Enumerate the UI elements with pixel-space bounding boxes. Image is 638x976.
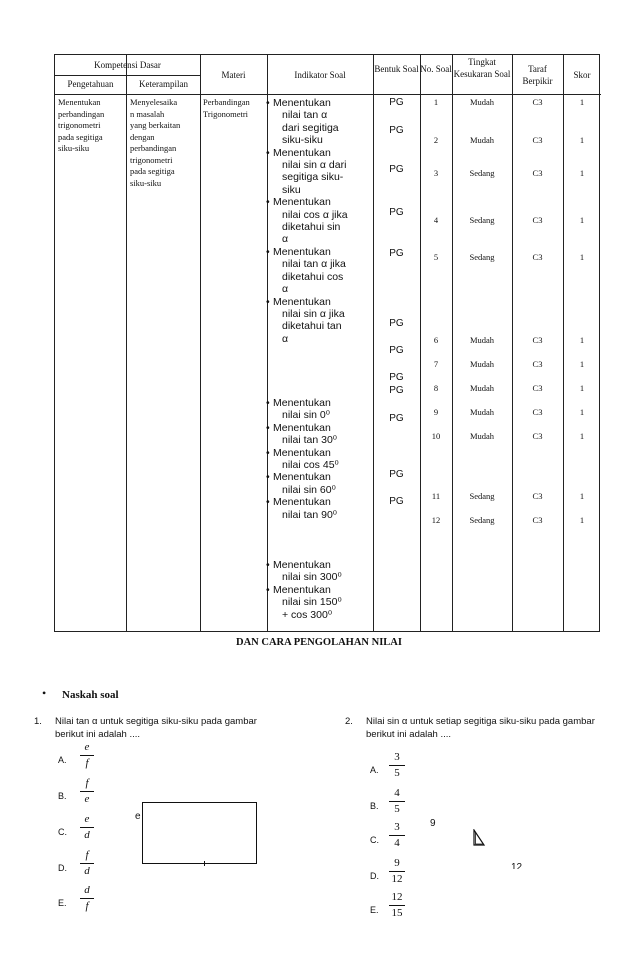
- no-cell: 10: [431, 431, 441, 441]
- fraction-bar: [80, 791, 94, 792]
- header-bentuk: Bentuk Soal: [374, 64, 419, 74]
- option-letter[interactable]: C.: [370, 835, 379, 845]
- pengetahuan-text: Menentukan perbandingan trigonometri pada segitiga siku-siku: [58, 97, 105, 153]
- fraction-denominator: f: [85, 757, 89, 769]
- no-cell: 3: [433, 168, 439, 178]
- indikator-list-b: [266, 397, 369, 521]
- bentuk-cell: PG: [389, 248, 404, 259]
- option-fraction[interactable]: [389, 891, 405, 920]
- indikator-item: • Menentukan nilai sin 60⁰: [266, 471, 336, 496]
- materi-text: Perbandingan Trigonometri: [203, 97, 250, 119]
- fraction-numerator: e: [84, 741, 90, 753]
- indikator-item: • Menentukan nilai sin 0⁰: [266, 397, 331, 422]
- skor-cell: 1: [579, 431, 585, 441]
- tingkat-cell: Mudah: [469, 135, 495, 145]
- fraction-numerator: 3: [394, 821, 400, 833]
- fraction-bar: [80, 827, 94, 828]
- fraction-denominator: f: [85, 900, 89, 912]
- header-skor: Skor: [573, 70, 591, 80]
- taraf-cell: C3: [532, 407, 543, 417]
- bentuk-cell: PG: [389, 318, 404, 329]
- header-pengetahuan: Pengetahuan: [67, 79, 114, 89]
- q1-figure-label: e: [135, 811, 141, 822]
- fraction-denominator: e: [84, 793, 90, 805]
- q2-text: Nilai sin α untuk setiap segitiga siku-siku pada gambar berikut ini adalah ....: [366, 716, 595, 740]
- taraf-cell: C3: [532, 252, 543, 262]
- indikator-item: • Menentukan nilai sin 300⁰: [266, 559, 342, 584]
- q2-figure-label-9: 9: [430, 818, 436, 829]
- skor-cell: 1: [579, 252, 585, 262]
- fraction-denominator: d: [84, 865, 90, 877]
- taraf-cell: C3: [532, 515, 543, 525]
- q2-figure-label-12: 12: [511, 862, 523, 869]
- q1-triangle-figure: [142, 802, 257, 864]
- option-fraction[interactable]: [80, 741, 94, 770]
- no-cell: 12: [431, 515, 441, 525]
- option-fraction[interactable]: [389, 751, 405, 780]
- taraf-cell: C3: [532, 491, 543, 501]
- fraction-denominator: 15: [391, 907, 403, 919]
- fraction-numerator: 9: [394, 857, 400, 869]
- indikator-list-a: [266, 97, 369, 345]
- option-letter[interactable]: C.: [58, 827, 67, 837]
- bentuk-cell: PG: [389, 469, 404, 480]
- q1-number: 1.: [34, 716, 42, 727]
- no-cell: 8: [433, 383, 439, 393]
- no-cell: 9: [433, 407, 439, 417]
- tingkat-cell: Mudah: [469, 97, 495, 107]
- option-letter[interactable]: E.: [58, 898, 67, 908]
- q1-text: Nilai tan α untuk segitiga siku-siku pada gambar berikut ini adalah ....: [55, 716, 257, 740]
- option-fraction[interactable]: [389, 857, 405, 886]
- fraction-denominator: d: [84, 829, 90, 841]
- fraction-denominator: 5: [394, 803, 400, 815]
- skor-cell: 1: [579, 491, 585, 501]
- indikator-item: • Menentukan nilai sin α dari segitiga siku- siku: [266, 146, 347, 196]
- no-cell: 4: [433, 215, 439, 225]
- tingkat-cell: Sedang: [469, 252, 495, 262]
- fraction-numerator: 3: [394, 751, 400, 763]
- indikator-item: • Menentukan nilai tan 90⁰: [266, 496, 337, 521]
- fraction-bar: [389, 835, 405, 836]
- taraf-cell: C3: [532, 168, 543, 178]
- fraction-denominator: 12: [391, 873, 403, 885]
- bentuk-cell: PG: [389, 345, 404, 356]
- naskah-bullet: •: [42, 686, 47, 700]
- fraction-bar: [80, 755, 94, 756]
- q2-triangle-figure: [472, 829, 486, 852]
- option-fraction[interactable]: [80, 849, 94, 878]
- skor-cell: 1: [579, 515, 585, 525]
- fraction-bar: [80, 863, 94, 864]
- tingkat-cell: Mudah: [469, 335, 495, 345]
- fraction-bar: [389, 765, 405, 766]
- skor-cell: 1: [579, 97, 585, 107]
- no-cell: 7: [433, 359, 439, 369]
- fraction-numerator: e: [84, 813, 90, 825]
- skor-cell: 1: [579, 383, 585, 393]
- header-no: No. Soal: [420, 64, 452, 74]
- fraction-bar: [389, 905, 405, 906]
- tingkat-cell: Mudah: [469, 359, 495, 369]
- bentuk-cell: PG: [389, 385, 404, 396]
- tingkat-cell: Sedang: [469, 515, 495, 525]
- taraf-cell: C3: [532, 431, 543, 441]
- no-cell: 6: [433, 335, 439, 345]
- fraction-numerator: 4: [394, 787, 400, 799]
- tingkat-cell: Sedang: [469, 168, 495, 178]
- fraction-denominator: 5: [394, 767, 400, 779]
- skor-cell: 1: [579, 135, 585, 145]
- option-letter[interactable]: D.: [370, 871, 379, 881]
- tingkat-cell: Mudah: [469, 383, 495, 393]
- no-cell: 5: [433, 252, 439, 262]
- header-materi: Materi: [221, 70, 246, 80]
- option-letter[interactable]: D.: [58, 863, 67, 873]
- taraf-cell: C3: [532, 359, 543, 369]
- keterampilan-text: Menyelesaika n masalah yang berkaitan dengan perbandingan trigonometri pada segitiga siku-siku: [130, 97, 181, 188]
- option-fraction[interactable]: [389, 821, 405, 850]
- skor-cell: 1: [579, 215, 585, 225]
- header-kompetensi: Kompetensi Dasar: [94, 60, 161, 70]
- indikator-item: • Menentukan nilai tan 30⁰: [266, 421, 337, 447]
- indikator-item: • Menentukan nilai cos 45⁰: [266, 446, 339, 472]
- no-cell: 11: [431, 491, 441, 501]
- option-letter[interactable]: B.: [58, 791, 67, 801]
- kisi-kisi-table: [54, 54, 600, 632]
- header-tingkat: Tingkat Kesukaran Soal: [453, 57, 511, 79]
- taraf-cell: C3: [532, 97, 543, 107]
- tingkat-cell: Sedang: [469, 491, 495, 501]
- no-cell: 1: [433, 97, 439, 107]
- taraf-cell: C3: [532, 335, 543, 345]
- fraction-numerator: f: [85, 777, 89, 789]
- skor-cell: 1: [579, 335, 585, 345]
- header-keterampilan: Keterampilan: [139, 79, 188, 89]
- no-cell: 2: [433, 135, 439, 145]
- indikator-list-c: [266, 559, 369, 621]
- tingkat-cell: Sedang: [469, 215, 495, 225]
- option-fraction[interactable]: [389, 787, 405, 816]
- option-letter[interactable]: B.: [370, 801, 379, 811]
- option-fraction[interactable]: [80, 884, 94, 913]
- fraction-bar: [80, 898, 94, 899]
- section-heading: DAN CARA PENGOLAHAN NILAI: [236, 637, 402, 648]
- fraction-numerator: f: [85, 849, 89, 861]
- bentuk-cell: PG: [389, 125, 404, 136]
- bentuk-cell: PG: [389, 372, 404, 383]
- bentuk-cell: PG: [389, 496, 404, 507]
- q1-figure-tick: [204, 861, 205, 866]
- indikator-item: • Menentukan nilai sin 150⁰ + cos 300⁰: [266, 583, 342, 621]
- header-taraf: Taraf Berpikir: [522, 64, 553, 86]
- q2-number: 2.: [345, 716, 353, 727]
- taraf-cell: C3: [532, 135, 543, 145]
- option-letter[interactable]: E.: [370, 905, 379, 915]
- option-letter[interactable]: A.: [58, 755, 67, 765]
- tingkat-cell: Mudah: [469, 431, 495, 441]
- bentuk-cell: PG: [389, 413, 404, 424]
- taraf-cell: C3: [532, 215, 543, 225]
- header-indikator: Indikator Soal: [294, 70, 346, 80]
- skor-cell: 1: [579, 407, 585, 417]
- taraf-cell: C3: [532, 383, 543, 393]
- indikator-item: • Menentukan nilai tan α jika diketahui cos α: [266, 245, 346, 296]
- naskah-heading: Naskah soal: [62, 689, 119, 701]
- bentuk-cell: PG: [389, 164, 404, 175]
- skor-cell: 1: [579, 359, 585, 369]
- fraction-bar: [389, 871, 405, 872]
- bentuk-cell: PG: [389, 97, 404, 108]
- option-letter[interactable]: A.: [370, 765, 379, 775]
- skor-cell: 1: [579, 168, 585, 178]
- fraction-bar: [389, 801, 405, 802]
- bentuk-cell: PG: [389, 207, 404, 218]
- fraction-denominator: 4: [394, 837, 400, 849]
- tingkat-cell: Mudah: [469, 407, 495, 417]
- option-fraction[interactable]: [80, 777, 94, 806]
- indikator-item: • Menentukan nilai sin α jika diketahui tan α: [266, 295, 345, 345]
- option-fraction[interactable]: [80, 813, 94, 842]
- indikator-item: • Menentukan nilai cos α jika diketahui sin α: [266, 196, 348, 246]
- fraction-numerator: d: [84, 884, 90, 896]
- fraction-numerator: 12: [391, 891, 403, 903]
- indikator-item: • Menentukan nilai tan α dari segitiga siku-siku: [266, 97, 339, 147]
